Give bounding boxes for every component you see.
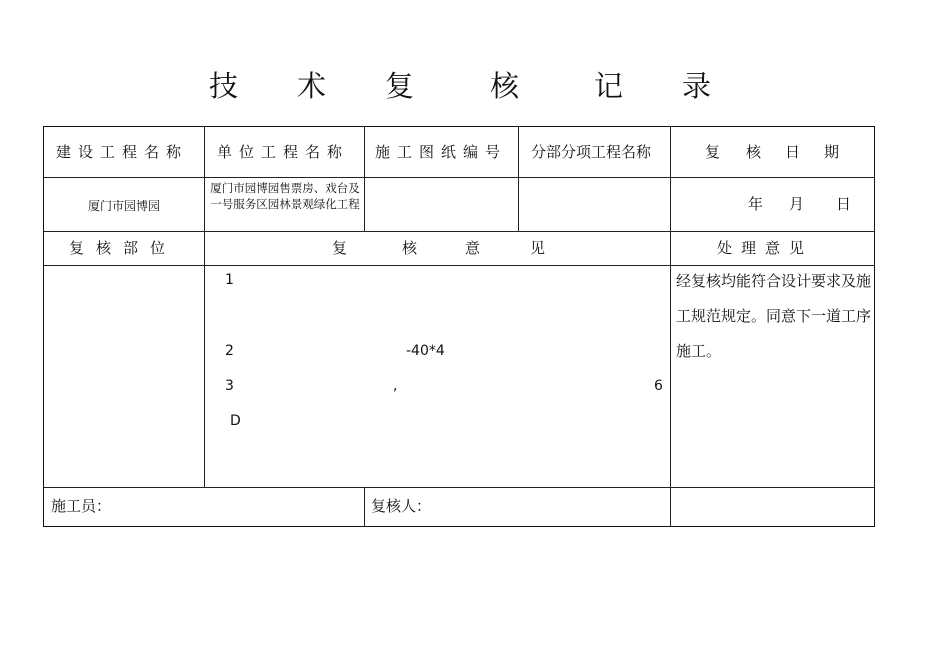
review-opinion-header-1: 复 (332, 239, 348, 257)
row-divider (44, 231, 874, 232)
title-char: 录 (682, 69, 712, 103)
opinion-item-number: 1 (225, 272, 234, 288)
review-record-table (43, 126, 875, 527)
header-unit-project-name: 单位工程名称 (217, 143, 350, 161)
opinion-item-number: 3 (225, 378, 234, 394)
review-opinion-header-2: 核 (402, 239, 418, 257)
page-title (0, 66, 950, 106)
column-divider (364, 487, 365, 527)
opinion-item-extra: 6 (654, 378, 663, 394)
column-divider (518, 127, 519, 231)
header-review-date-4: 期 (824, 143, 840, 161)
row-divider (44, 487, 874, 488)
title-char: 术 (297, 69, 327, 103)
column-divider (670, 127, 671, 527)
reviewer-label: 复核人： (371, 497, 432, 515)
handling-opinion-text: 经复核均能符合设计要求及施工规范规定。同意下一道工序施工。 (676, 272, 872, 360)
title-char: 复 (385, 69, 415, 103)
header-drawing-number: 施工图纸编号 (375, 143, 508, 161)
opinion-item-number: 2 (225, 343, 234, 359)
header-project-name: 建设工程名称 (56, 143, 189, 161)
title-char: 技 (209, 69, 239, 103)
title-char: 核 (490, 69, 520, 103)
header-sub-project-name: 分部分项工程名称 (531, 143, 652, 161)
project-name-value: 厦门市园博园 (88, 199, 161, 213)
unit-project-name-value: 厦门市园博园售票房、戏台及一号服务区园林景观绿化工程 (210, 181, 360, 211)
review-opinion-header-3: 意 (465, 239, 481, 257)
date-month-label: 月 (789, 195, 805, 213)
header-review-date-2: 核 (746, 143, 762, 161)
opinion-item-text: , (393, 378, 398, 394)
handling-opinion-header: 处理意见 (717, 239, 814, 257)
review-opinion-header-4: 见 (530, 239, 546, 257)
column-divider (364, 127, 365, 231)
date-day-label: 日 (836, 195, 852, 213)
review-part-header: 复核部位 (69, 239, 178, 257)
column-divider (204, 127, 205, 487)
title-char: 记 (594, 69, 624, 103)
constructor-label: 施工员： (51, 497, 112, 515)
header-review-date-3: 日 (785, 143, 801, 161)
row-divider (44, 177, 874, 178)
opinion-item-text: -40*4 (406, 343, 445, 359)
header-review-date-1: 复 (705, 143, 721, 161)
date-year-label: 年 (748, 195, 764, 213)
opinion-item-number: D (230, 413, 241, 429)
